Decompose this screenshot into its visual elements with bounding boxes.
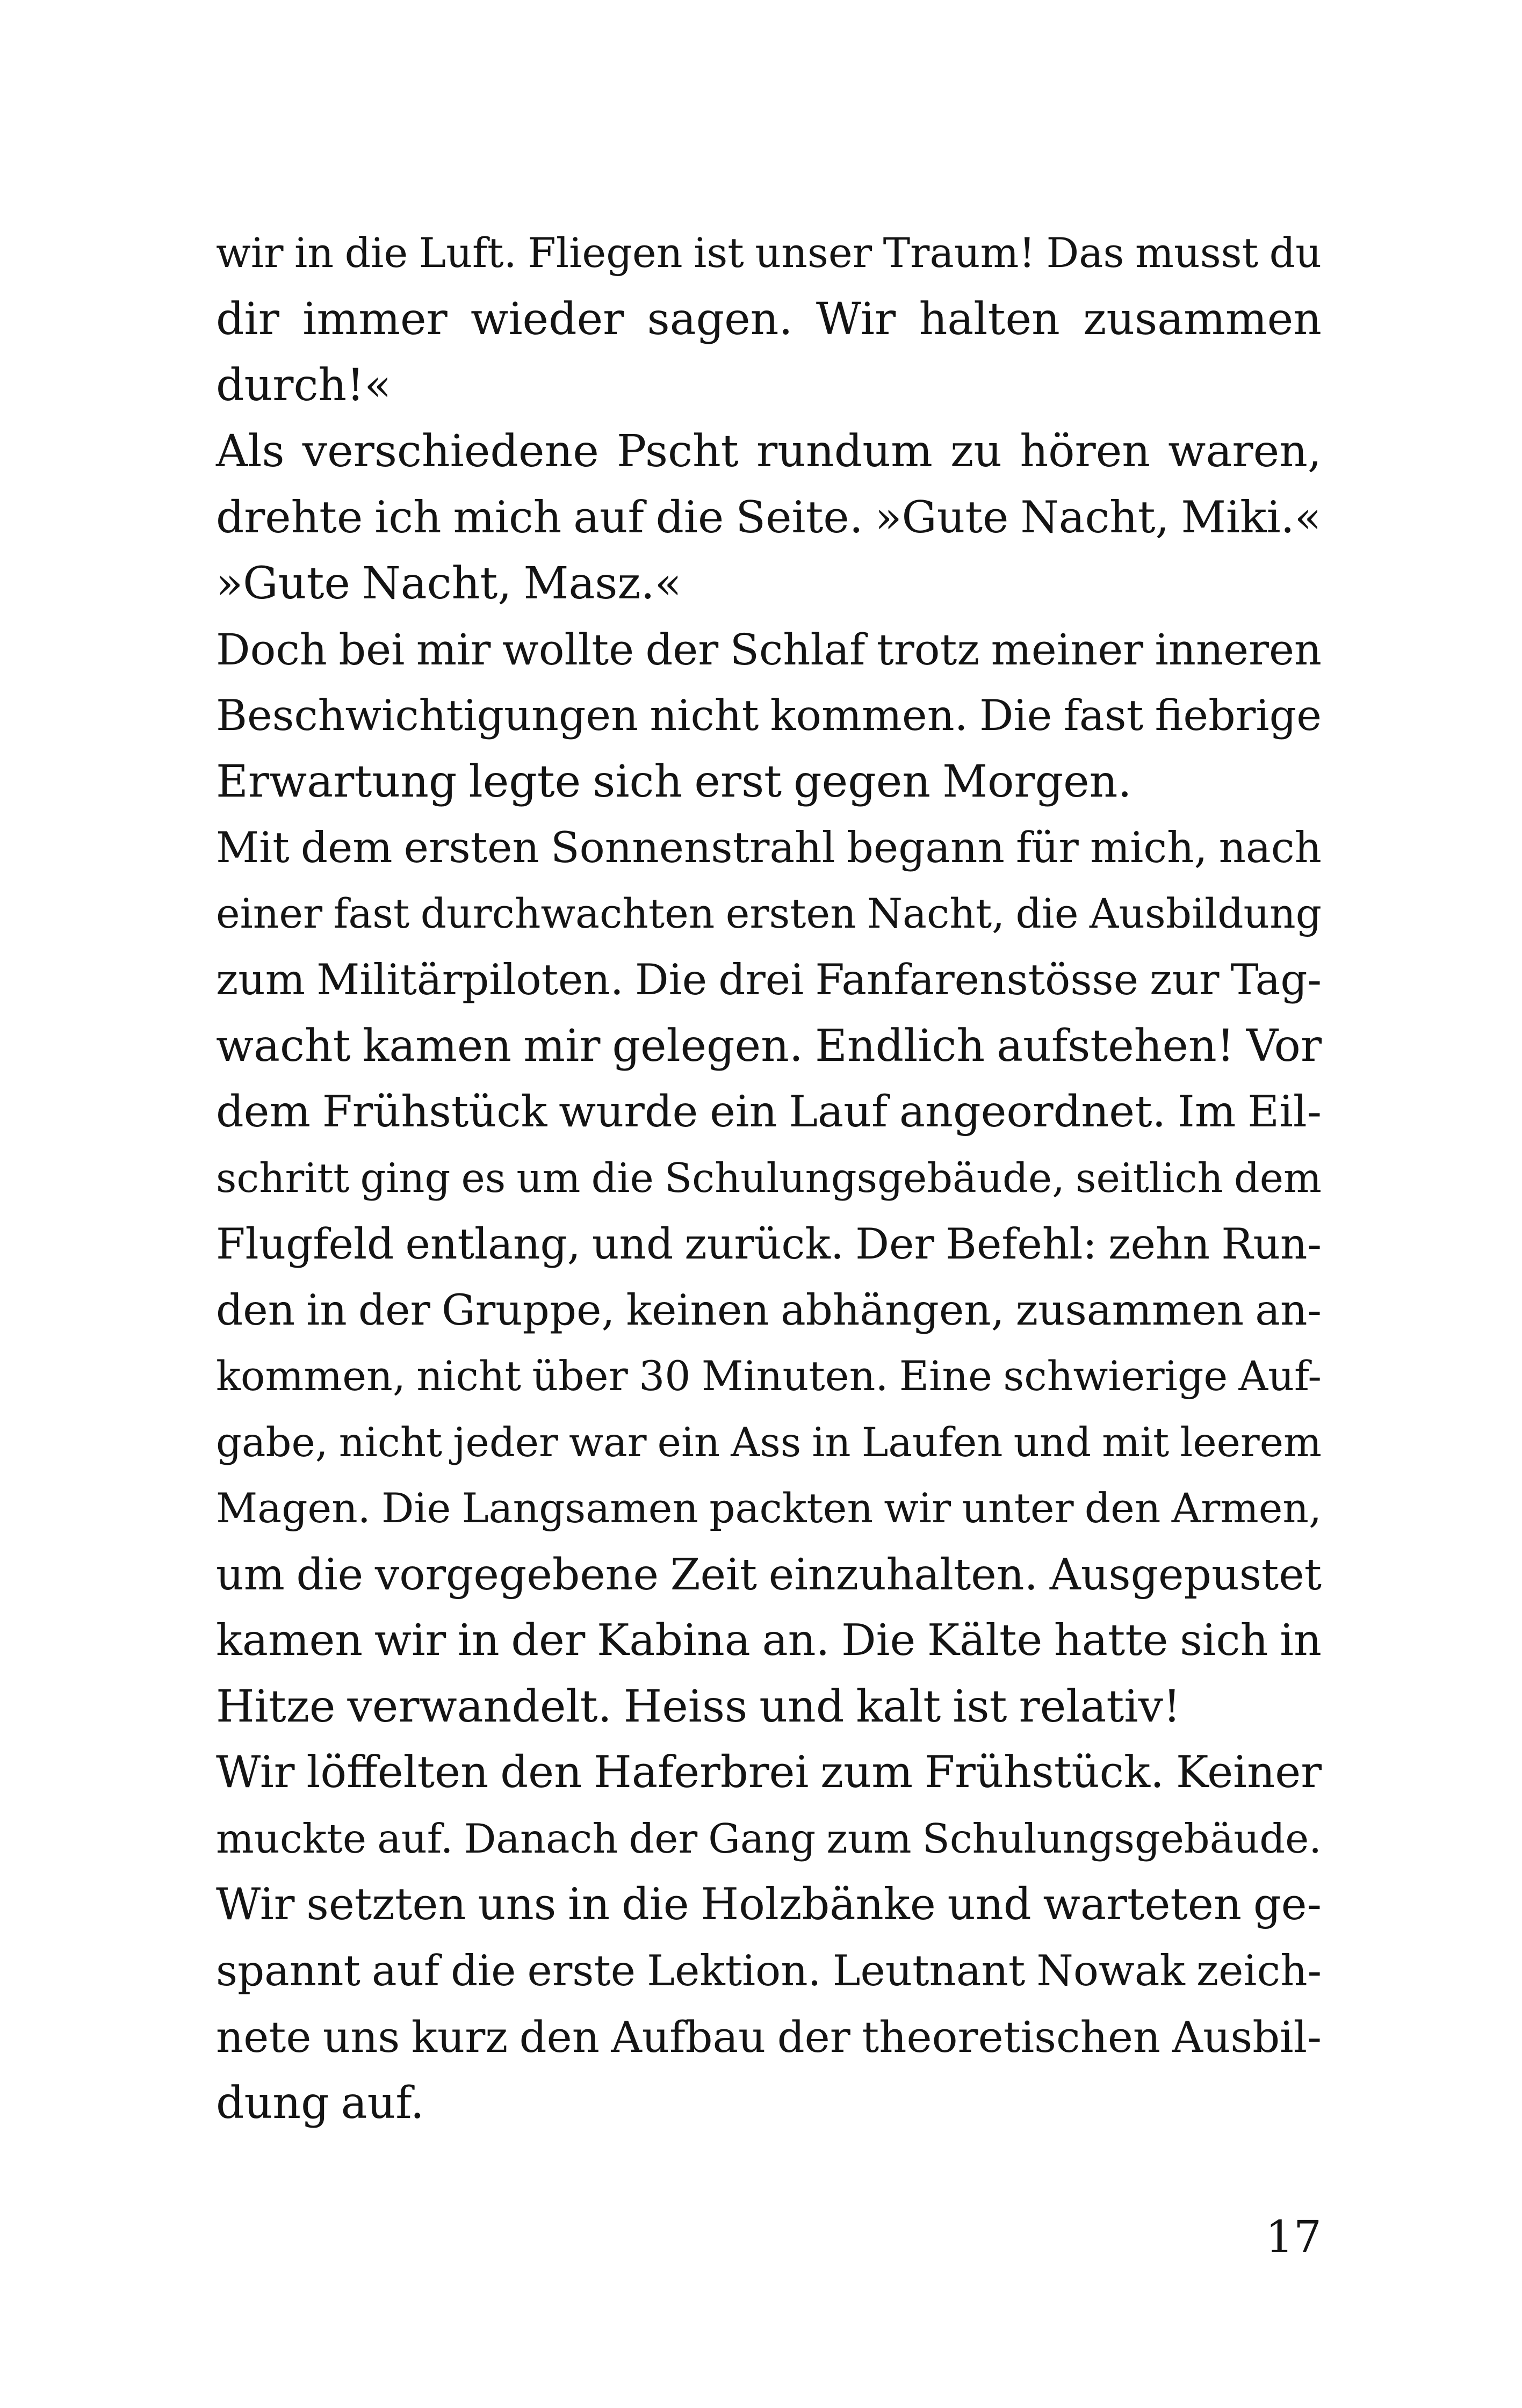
text-line: Hitze verwandelt. Heiss und kalt ist relativ!	[216, 1681, 1181, 1732]
text-line: durch!«	[216, 360, 392, 411]
text-line: Wir löffelten den Haferbrei zum Frühstück. Keiner	[216, 1747, 1322, 1798]
text-line: muckte auf. Danach der Gang zum Schulungsgebäude.	[216, 1816, 1322, 1862]
text-line: dir immer wieder sagen. Wir halten zusammen	[216, 294, 1322, 345]
text-line: wir in die Luft. Fliegen ist unser Traum! Das musst du	[216, 229, 1322, 277]
text-line: nete uns kurz den Aufbau der theoretischen Ausbil-	[216, 2012, 1322, 2062]
text-line: Magen. Die Langsamen packten wir unter den Armen,	[216, 1485, 1322, 1532]
text-line: Mit dem ersten Sonnenstrahl begann für mich, nach	[216, 823, 1322, 872]
text-line: einer fast durchwachten ersten Nacht, die Ausbildung	[216, 890, 1322, 937]
page-number: 17	[1265, 2212, 1322, 2263]
text-line: kamen wir in der Kabina an. Die Kälte hatte sich in	[216, 1615, 1322, 1666]
text-line: um die vorgegebene Zeit einzuhalten. Ausgepustet	[216, 1549, 1322, 1600]
text-line: Erwartung legte sich erst gegen Morgen.	[216, 756, 1132, 807]
body-text	[216, 220, 1322, 2136]
text-line: dem Frühstück wurde ein Lauf angeordnet. Im Eil-	[216, 1087, 1322, 1137]
text-line: gabe, nicht jeder war ein Ass in Laufen und mit leerem	[216, 1419, 1322, 1466]
text-line: spannt auf die erste Lektion. Leutnant Nowak zeich-	[216, 1947, 1322, 1995]
text-line: Als verschiedene Pscht rundum zu hören waren,	[216, 426, 1322, 477]
text-line: Flugfeld entlang, und zurück. Der Befehl: zehn Run-	[216, 1219, 1322, 1269]
text-line: zum Militärpiloten. Die drei Fanfarenstösse zur Tag-	[216, 956, 1322, 1004]
text-line: »Gute Nacht, Masz.«	[216, 558, 682, 609]
text-line: kommen, nicht über 30 Minuten. Eine schwierige Auf-	[216, 1353, 1322, 1400]
text-line: dung auf.	[216, 2078, 424, 2129]
text-line: drehte ich mich auf die Seite. »Gute Nacht, Miki.«	[216, 492, 1322, 543]
text-line: wacht kamen mir gelegen. Endlich aufstehen! Vor	[216, 1021, 1322, 1072]
text-line: Doch bei mir wollte der Schlaf trotz meiner inneren	[216, 625, 1322, 675]
text-line: Wir setzten uns in die Holzbänke und warteten ge-	[216, 1879, 1322, 1930]
text-line: schritt ging es um die Schulungsgebäude, seitlich dem	[216, 1155, 1322, 1202]
text-line: den in der Gruppe, keinen abhängen, zusammen an-	[216, 1286, 1322, 1335]
text-line: Beschwichtigungen nicht kommen. Die fast fiebrige	[216, 691, 1322, 740]
